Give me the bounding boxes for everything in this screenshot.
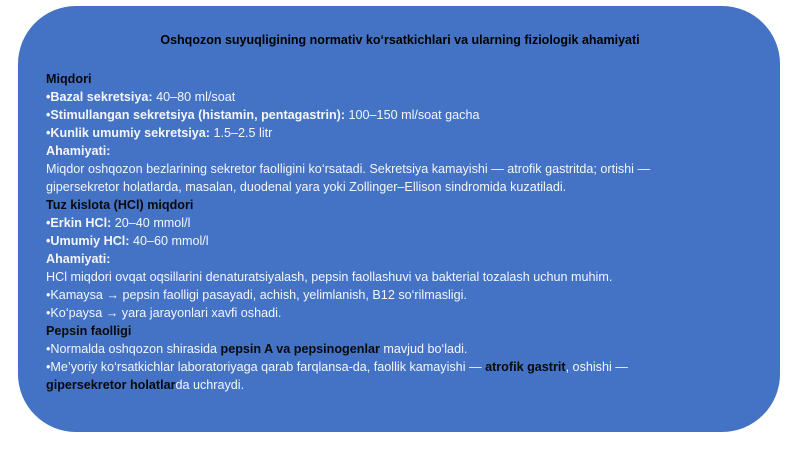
ahamiyati-label: Ahamiyati:	[46, 144, 111, 158]
list-item-continuation	[46, 376, 746, 394]
ahamiyati-label: Ahamiyati:	[46, 252, 111, 266]
list-item	[46, 214, 746, 232]
section-heading-pepsin: Pepsin faolligi	[46, 324, 132, 338]
item-label: •Bazal sekretsiya:	[46, 90, 153, 104]
slide-body	[46, 70, 746, 394]
item-value: 20–40 mmol/l	[111, 216, 191, 230]
bold-run: gipersekretor holatlar	[46, 378, 176, 392]
bold-run: pepsin A va pepsinogenlar	[220, 342, 380, 356]
bold-run: atrofik gastrit	[485, 360, 566, 374]
item-label: •Umumiy HCl:	[46, 234, 130, 248]
list-item	[46, 340, 746, 358]
paragraph-line: gipersekretor holatlarda, masalan, duodenal yara yoki Zollinger–Ellison sindromida kuzatiladi.	[46, 180, 567, 194]
item-value: 40–80 ml/soat	[152, 90, 236, 104]
list-item	[46, 232, 746, 250]
text-run: mavjud bo‘ladi.	[379, 342, 468, 356]
item-label: •Stimullangan sekretsiya (histamin, pentagastrin):	[46, 108, 346, 122]
list-item	[46, 88, 746, 106]
item-label: •Erkin HCl:	[46, 216, 112, 230]
section-heading-tuz-kislota: Tuz kislota (HCl) miqdori	[46, 198, 194, 212]
text-run: , oshishi —	[565, 360, 628, 374]
text-run: •Me’yoriy ko‘rsatkichlar laboratoriyaga qarab farqlansa-da, faollik kamayishi —	[46, 360, 486, 374]
section-heading-miqdori: Miqdori	[46, 72, 92, 86]
list-item	[46, 106, 746, 124]
list-item: •Kamaysa → pepsin faolligi pasayadi, achish, yelimlanish, B12 so‘rilmasligi.	[46, 288, 467, 302]
item-value: 100–150 ml/soat gacha	[345, 108, 480, 122]
list-item	[46, 124, 746, 142]
text-run: da uchraydi.	[175, 378, 245, 392]
paragraph-line: Miqdor oshqozon bezlarining sekretor faolligini ko‘rsatadi. Sekretsiya kamayishi — atrofik gastritda; ortishi —	[46, 162, 651, 176]
item-value: 40–60 mmol/l	[129, 234, 209, 248]
list-item: •Ko‘paysa → yara jarayonlari xavfi oshadi.	[46, 306, 282, 320]
item-label: •Kunlik umumiy sekretsiya:	[46, 126, 210, 140]
slide-title: Oshqozon suyuqligining normativ ko‘rsatkichlari va ularning fiziologik ahamiyati	[160, 33, 640, 47]
item-value: 1.5–2.5 litr	[210, 126, 273, 140]
list-item	[46, 358, 746, 376]
text-run: •Normalda oshqozon shirasida	[46, 342, 221, 356]
paragraph-line: HCl miqdori ovqat oqsillarini denaturatsiyalash, pepsin faollashuvi va bakterial tozalash uchun muhim.	[46, 270, 613, 284]
